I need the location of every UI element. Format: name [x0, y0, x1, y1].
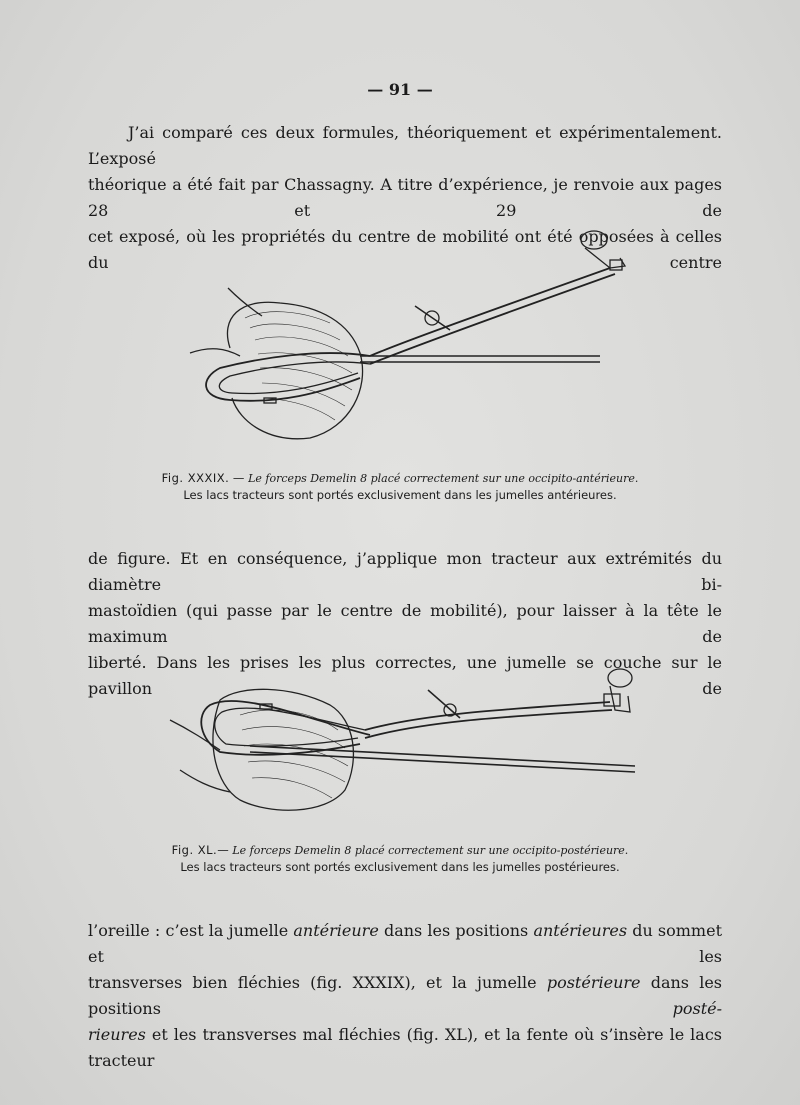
figure-40-caption: [0, 842, 800, 876]
text-line: l’oreille : c’est la jumelle antérieure dans les positions antérieures du sommet et les: [88, 921, 722, 966]
text-line: J’ai comparé ces deux formules, théoriquement et expérimentalement. L’exposé: [88, 123, 722, 168]
figure-39-forceps-illustration: [170, 228, 640, 448]
figure-40-forceps-illustration: [160, 660, 640, 830]
figure-label: Fig. XXXIX.: [161, 471, 230, 485]
paragraph-3: [88, 918, 722, 1074]
text-line: rieures et les transverses mal fléchies (fig. XL), et la fente où s’insère le lacs tracteur: [88, 1025, 722, 1070]
text-line: de figure. Et en conséquence, j’applique mon tracteur aux extrémités du diamètre bi-: [88, 549, 722, 594]
text-line: théorique a été fait par Chassagny. A titre d’expérience, je renvoie aux pages 28 et 29 de: [88, 175, 722, 220]
caption-line-2: Les lacs tracteurs sont portés exclusivement dans les jumelles postérieures.: [180, 860, 620, 874]
figure-title: Le forceps Demelin 8 placé correctement sur une occipito-antérieure.: [248, 472, 639, 485]
caption-line-2: Les lacs tracteurs sont portés exclusivement dans les jumelles antérieures.: [183, 488, 617, 502]
text-line: mastoïdien (qui passe par le centre de mobilité), pour laisser à la tête le maximum de: [88, 601, 722, 646]
text-line: liberté. Dans les prises les plus correctes, une jumelle se couche sur le pavillon de: [88, 653, 722, 698]
figure-39-caption: [0, 470, 800, 504]
text-line: transverses bien fléchies (fig. XXXIX), et la jumelle postérieure dans les positions posté-: [88, 973, 723, 1018]
caption-line-1: Fig. XXXIX. — Le forceps Demelin 8 placé correctement sur une occipito-antérieure.: [161, 471, 639, 485]
figure-title: Le forceps Demelin 8 placé correctement sur une occipito-postérieure.: [232, 844, 629, 857]
figure-label: Fig. XL.: [171, 843, 218, 857]
page-number: — 91 —: [367, 80, 433, 99]
caption-line-1: Fig. XL.— Le forceps Demelin 8 placé correctement sur une occipito-postérieure.: [171, 843, 629, 857]
text-line: cet exposé, où les propriétés du centre de mobilité ont été opposées à celles du centre: [88, 227, 722, 272]
